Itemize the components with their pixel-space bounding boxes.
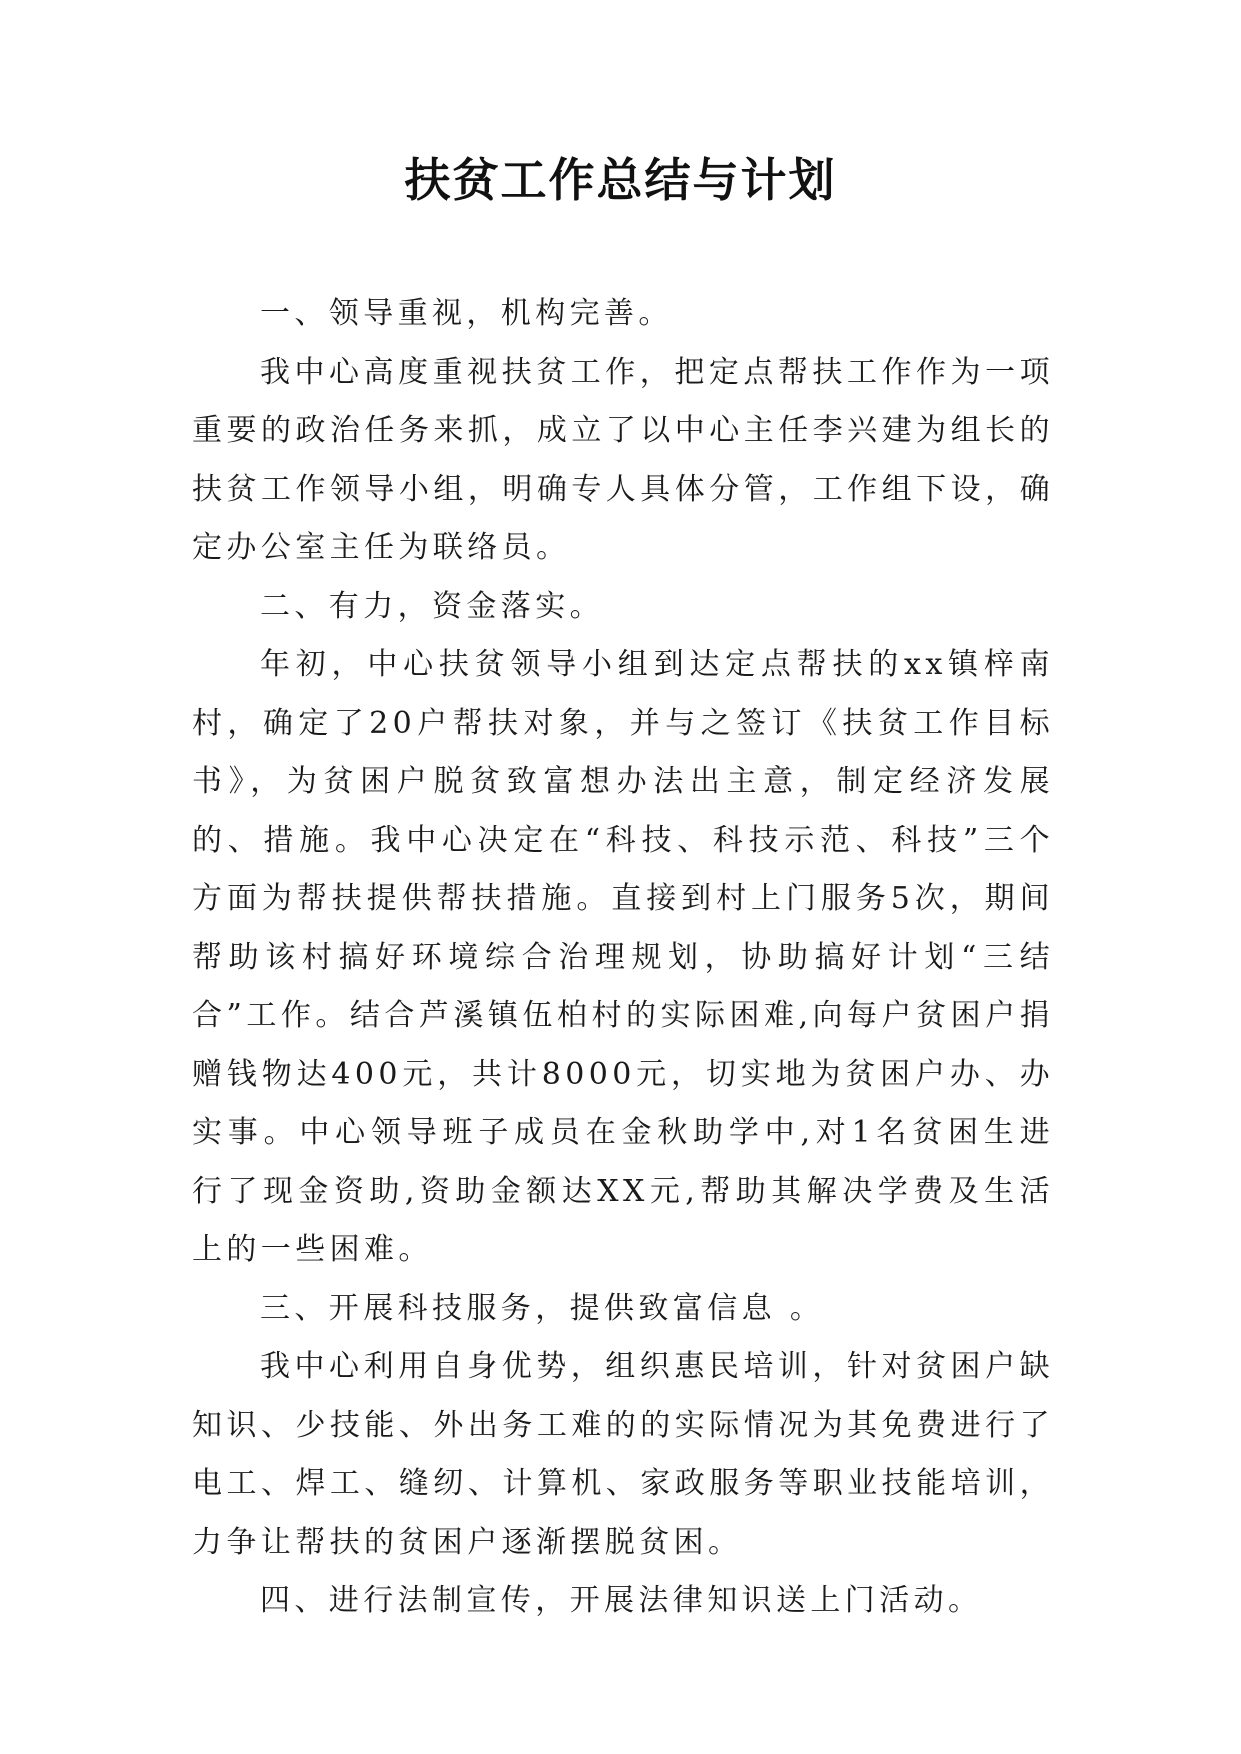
paragraph-3: 我中心利用自身优势，组织惠民培训，针对贫困户缺知识、少技能、外出务工难的的实际情况为其免费进行了电工、焊工、缝纫、计算机、家政服务等职业技能培训，力争让帮扶的贫困户逐渐摆脱贫困。 <box>192 1349 1054 1560</box>
paragraph-1: 我中心高度重视扶贫工作，把定点帮扶工作作为一项重要的政治任务来抓，成立了以中心主任李兴建为组长的扶贫工作领导小组，明确专人具体分管，工作组下设，确定办公室主任为联络员。 <box>192 354 1054 565</box>
paragraph-2: 年初，中心扶贫领导小组到达定点帮扶的xx镇梓南村，确定了20户帮扶对象，并与之签订《扶贫工作目标书》，为贫困户脱贫致富想办法出主意，制定经济发展的、措施。我中心决定在“科技、科技示范、科技”三个方面为帮扶提供帮扶措施。直接到村上门服务5次，期间帮助该村搞好环境综合治理规划，协助搞好计划“三结合”工作。结合芦溪镇伍柏村的实际困难,向每户贫困户捐赠钱物达400元，共计8000元，切实地为贫困户办、办实事。中心领导班子成员在金秋助学中,对1名贫困生进行了现金资助,资助金额达XX元,帮助其解决学费及生活上的一些困难。 <box>192 647 1054 1267</box>
section-heading-2: 二、有力，资金落实。 <box>260 588 604 624</box>
document-title: 扶贫工作总结与计划 <box>404 153 837 207</box>
document-body <box>192 285 1054 1631</box>
section-heading-3: 三、开展科技服务，提供致富信息 。 <box>260 1290 825 1326</box>
section-heading-4: 四、进行法制宣传，开展法律知识送上门活动。 <box>260 1583 983 1618</box>
section-heading-1: 一、领导重视，机构完善。 <box>260 296 673 331</box>
